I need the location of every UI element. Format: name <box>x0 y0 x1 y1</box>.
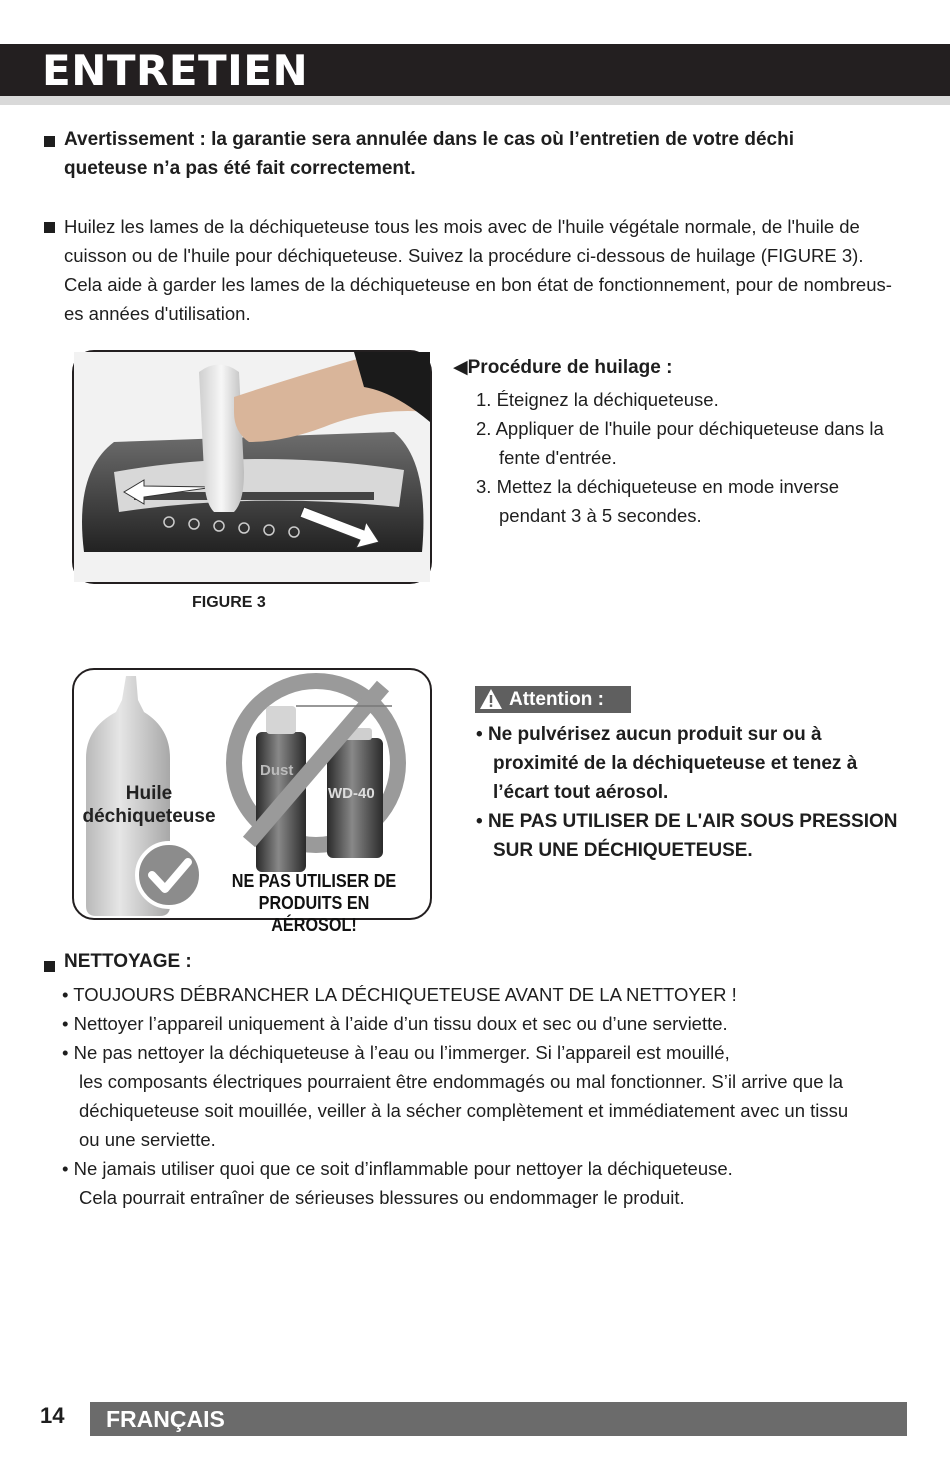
attention-line: l’écart tout aérosol. <box>493 782 669 803</box>
page-number: 14 <box>40 1403 65 1428</box>
footer-language: FRANÇAIS <box>106 1406 225 1432</box>
oiling-intro <box>64 212 914 328</box>
warning-line: queteuse n’a pas été fait correctement. <box>64 158 416 179</box>
no-aerosol-warning <box>215 870 413 936</box>
footer-bar <box>90 1402 907 1436</box>
cleaning-line: Cela pourrait entraîner de sérieuses blessures ou endommager le produit. <box>79 1187 685 1208</box>
procedure-title-text: Procédure de huilage : <box>467 357 673 378</box>
figure-caption: FIGURE 3 <box>192 594 266 611</box>
procedure-title <box>453 356 672 379</box>
attention-line: Ne pulvérisez aucun produit sur ou à <box>487 724 822 745</box>
step-text: Mettez la déchiqueteuse en mode inverse <box>496 476 840 497</box>
can-label-wd40: WD-40 <box>328 785 375 802</box>
cleaning-line: ou une serviette. <box>79 1129 216 1150</box>
cleaning-item <box>62 1009 848 1038</box>
no-aerosol-warning-line: PRODUITS EN AÉROSOL! <box>258 893 370 935</box>
warning-line: Avertissement : la garantie sera annulée dans le cas où l’entretien de votre déchi <box>64 129 795 150</box>
procedure-step <box>476 385 884 414</box>
cleaning-item <box>62 1154 848 1212</box>
intro-line: Cela aide à garder les lames de la déchiqueteuse en bon état de fonctionnement, pour de nombreus- <box>64 274 892 295</box>
procedure-step <box>476 414 884 472</box>
bullet-dot: • <box>476 811 488 832</box>
page-title: ENTRETIEN <box>42 46 309 95</box>
bullet-square-icon <box>44 961 55 972</box>
no-aerosol-warning-line: NE PAS UTILISER DE <box>231 871 397 891</box>
attention-line: NE PAS UTILISER DE L'AIR SOUS PRESSION <box>487 811 898 832</box>
oil-bottle-label-line: déchiqueteuse <box>82 806 216 827</box>
attention-badge <box>475 686 631 713</box>
intro-line: Huilez les lames de la déchiqueteuse tous les mois avec de l'huile végétale normale, de l'huile de <box>64 216 860 237</box>
cleaning-line: les composants électriques pourraient être endommagés ou mal fonctionner. S’il arrive que la <box>79 1071 844 1092</box>
cleaning-line: Ne jamais utiliser quoi que ce soit d’inflammable pour nettoyer la déchiqueteuse. <box>73 1158 733 1179</box>
bullet-dot: • <box>62 1158 74 1179</box>
no-aerosol-image <box>72 668 432 935</box>
warranty-warning <box>64 125 914 183</box>
bullet-dot: • <box>62 1042 74 1063</box>
attention-item <box>476 720 898 807</box>
cleaning-title: NETTOYAGE : <box>64 951 192 972</box>
attention-line: proximité de la déchiqueteuse et tenez à <box>493 753 858 774</box>
step-number: 1. <box>476 389 492 410</box>
procedure-steps <box>476 385 884 530</box>
bullet-square-icon <box>44 222 55 233</box>
step-number: 3. <box>476 476 492 497</box>
cleaning-line: Nettoyer l’appareil uniquement à l’aide d’un tissu doux et sec ou d’une serviette. <box>73 1013 728 1034</box>
oil-bottle-label-line: Huile <box>125 783 173 804</box>
bullet-square-icon <box>44 136 55 147</box>
cleaning-line: déchiqueteuse soit mouillée, veiller à la sécher complètement et immédiatement avec un tissu <box>79 1100 849 1121</box>
header-stripe <box>0 96 950 105</box>
attention-title: Attention : <box>509 689 604 710</box>
step-text: pendant 3 à 5 secondes. <box>499 505 702 526</box>
can-label-dust: Dust <box>260 762 294 779</box>
step-text: Appliquer de l'huile pour déchiqueteuse dans la <box>495 418 884 439</box>
cleaning-list <box>62 980 848 1212</box>
bullet-dot: • <box>62 1013 74 1034</box>
cleaning-line: TOUJOURS DÉBRANCHER LA DÉCHIQUETEUSE AVANT DE LA NETTOYER ! <box>73 984 737 1005</box>
step-text: fente d'entrée. <box>499 447 617 468</box>
procedure-step <box>476 472 884 530</box>
attention-item <box>476 807 898 865</box>
shredder-oiling-illustration <box>74 352 430 582</box>
step-number: 2. <box>476 418 492 439</box>
attention-list <box>476 720 898 865</box>
warning-triangle-icon <box>479 688 503 710</box>
oil-bottle-label <box>74 782 224 828</box>
cleaning-item <box>62 1038 848 1154</box>
cleaning-line: Ne pas nettoyer la déchiqueteuse à l’eau ou l’immerger. Si l’appareil est mouillé, <box>73 1042 730 1063</box>
bullet-dot: • <box>476 724 488 745</box>
step-text: Éteignez la déchiqueteuse. <box>496 389 719 410</box>
cleaning-item <box>62 980 848 1009</box>
bullet-dot: • <box>62 984 74 1005</box>
figure-3-image <box>72 350 432 584</box>
intro-line: cuisson ou de l'huile pour déchiqueteuse. Suivez la procédure ci-dessous de huilage (FIGURE 3). <box>64 245 864 266</box>
arrow-left-icon: ◀ <box>453 357 468 378</box>
attention-line: SUR UNE DÉCHIQUETEUSE. <box>493 840 753 861</box>
intro-line: es années d'utilisation. <box>64 303 251 324</box>
